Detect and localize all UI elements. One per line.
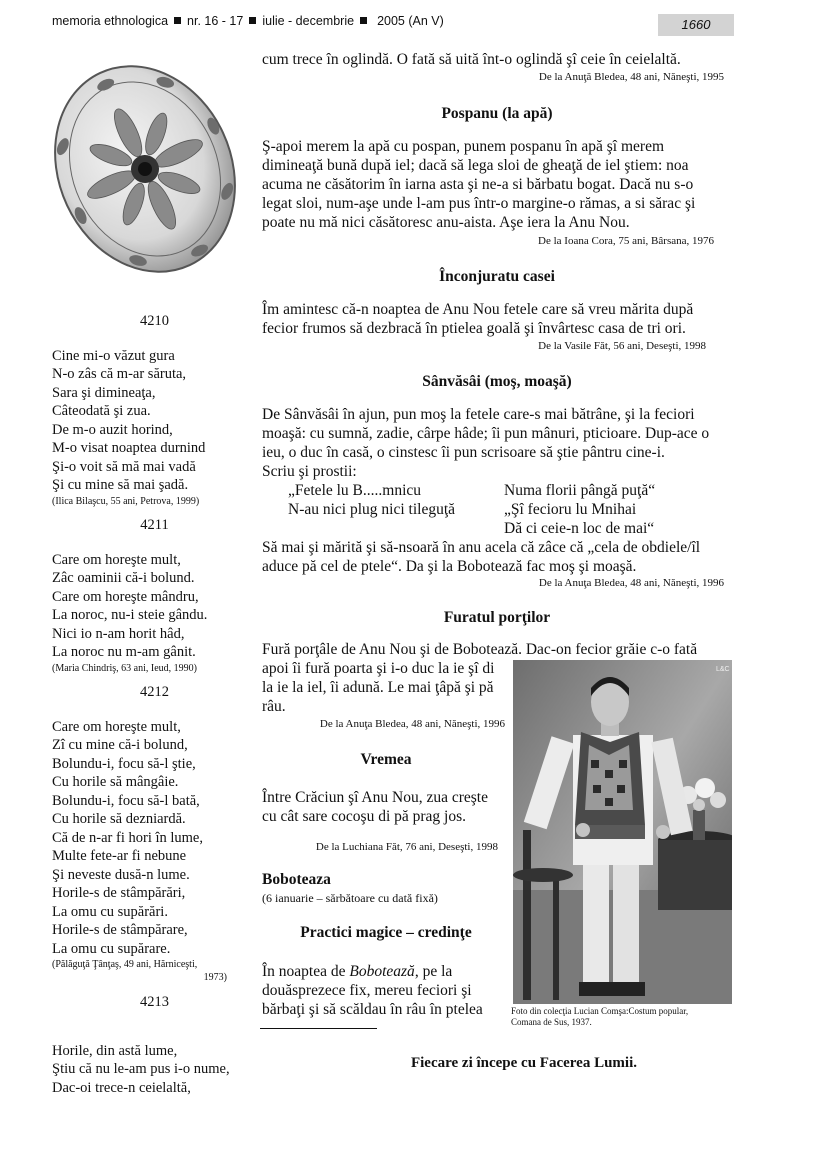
body-line: Între Crăciun şî Anu Nou, zua creşte: [262, 789, 488, 806]
text-run: În noaptea de: [262, 963, 350, 980]
poem-line: Horile-s de stâmpărare,: [52, 922, 188, 938]
body-line: poate nu mă nici căsătoresc anu-aista. Aşe iera la Anu Nou.: [262, 214, 630, 231]
body-line: Ş-apoi merem la apă cu pospan, punem pospanu în apă şî merem: [262, 138, 665, 155]
body-line: Să mai şi mărită şi să-nsoară în anu acela că zâce că „cela de obdiele/îl: [262, 539, 701, 556]
citation-inconjuratu: De la Vasile Făt, 56 ani, Deseşti, 1998: [538, 340, 706, 352]
poem-number: 4210: [140, 313, 169, 329]
section-title-practici: Practici magice – credinţe: [300, 924, 472, 941]
square-bullet-icon: [174, 17, 181, 24]
poem-line: N-o zâs că m-ar săruta,: [52, 366, 187, 382]
poem-line: Că de n-ar fi hori în lume,: [52, 829, 203, 846]
poem-line: Nici io n-am horit hâd,: [52, 625, 185, 642]
verse-line: Dă ci ceie-n loc de mai“: [504, 520, 655, 537]
footer-motto: Fiecare zi începe cu Facerea Lumii.: [410, 1055, 638, 1071]
poem-source: (Maria Chindriş, 63 ani, Ieud, 1990): [52, 662, 197, 674]
body-line: douăsprezece fix, mereu feciori şi: [262, 982, 472, 999]
poem-line: Şi cu mine să mai şadă.: [52, 477, 189, 493]
emphasized-term: Bobotează: [349, 963, 415, 980]
poem-4210: [52, 312, 257, 508]
poem-4211: [52, 516, 257, 675]
section-body-pospanu: [262, 137, 742, 232]
journal-issue: nr. 16 - 17: [187, 14, 244, 28]
text-run: , pe la: [414, 963, 453, 980]
journal-name: memoria ethnologica: [52, 14, 169, 28]
poem-source: (Pălăguţă Ţânţaş, 49 ani, Hărniceşti,: [52, 959, 198, 970]
poem-line: La noroc nu m-am gânit.: [52, 644, 196, 660]
body-line: legat sloi, num-aşe unde l-am pus într-o margine-o rămas, a si sărac şi: [262, 195, 696, 212]
body-line: Scriu şi prostii:: [262, 463, 357, 480]
poem-line: Şi neveste dusă-n lume.: [52, 866, 190, 883]
section-title-sanvasai: Sânvăsâi (moş, moaşă): [422, 373, 572, 390]
body-line: bărbaţi şi să scăldau în râu în ptelea: [262, 1001, 483, 1018]
citation-pospanu: De la Ioana Cora, 75 ani, Bârsana, 1976: [538, 235, 714, 247]
body-line: la ie la iel, îi adună. Le mai ţâpă şi pă: [262, 679, 494, 696]
verse-line: „Şî fecioru lu Mnihai: [504, 501, 637, 518]
section-body-furatul: [262, 659, 510, 716]
poem-line: La noroc, nu-i steie gându.: [52, 607, 208, 623]
body-line: [262, 962, 510, 981]
photo-caption: [511, 1006, 726, 1028]
section-body-sanvasai: [262, 405, 742, 481]
poem-source-year: 1973): [203, 972, 227, 983]
body-line: moaşă: cu sumnă, zadie, cârpe hâde; îi pun mânuri, pticioare. Dup-ace o: [262, 425, 710, 442]
verse-line: „Fetele lu B.....mnicu: [288, 482, 422, 499]
caption-line: Foto din colecţia Lucian Comşa:Costum popular,: [511, 1006, 689, 1016]
poem-line: Bolundu-i, focu să-l bată,: [52, 792, 200, 809]
intro-citation: De la Anuţă Bledea, 48 ani, Năneşti, 1995: [538, 71, 724, 83]
journal-year: 2005 (An V): [377, 14, 444, 28]
poem-line: Bolundu-i, focu să-l ştie,: [52, 755, 196, 772]
poem-line: Sara şi dimineaţa,: [52, 384, 156, 401]
poem-line: Cine mi-o văzut gura: [52, 347, 175, 364]
journal-months: iulie - decembrie: [262, 14, 355, 28]
section-title-inconjuratu: Înconjuratu casei: [439, 268, 555, 285]
poem-4212: [52, 683, 257, 984]
body-line: fecior frumos să dezbracă în ptielea goală şi învârtesc casa de tri ori.: [262, 320, 686, 337]
poem-line: Câteodată şi zua.: [52, 403, 151, 419]
poem-line: La omu cu supărări.: [52, 903, 168, 920]
poem-line: M-o visat noaptea durnind: [52, 440, 206, 456]
intro-line: cum trece în oglindă. O fată să uită înt-o oglindă şî ceie în ceielaltă.: [262, 51, 681, 68]
section-title-vremea: Vremea: [360, 751, 412, 768]
section-title-pospanu: Pospanu (la apă): [441, 105, 553, 122]
square-bullet-icon: [360, 17, 367, 24]
section-body-vremea: [262, 788, 510, 826]
body-line: apoi îi fură poarta şi i-o duc la ie şî di: [262, 660, 495, 677]
section-title-boboteaza: Boboteaza: [262, 871, 331, 888]
body-line: De Sânvăsâi în ajun, pun moş la fetele care-s mai bătrâne, şi la feciori: [262, 406, 695, 423]
footnote-rule: [260, 1028, 377, 1029]
verse-line: Numa florii pângă puţă“: [504, 482, 656, 499]
verse-right: [504, 481, 734, 538]
poem-line: Horile-s de stâmpărări,: [52, 885, 186, 901]
poem-line: Care om horeşte mult,: [52, 718, 181, 735]
body-line: Îm amintesc că-n noaptea de Anu Nou fetele care să vreu mărita după: [262, 301, 694, 318]
poem-number: 4211: [140, 517, 169, 533]
poem-line: Şi-o voit să mă mai vadă: [52, 458, 196, 475]
poem-line: Horile, din astă lume,: [52, 1042, 178, 1059]
poem-line: La omu cu supărare.: [52, 940, 171, 957]
poem-line: Cu horile să dezniardă.: [52, 811, 186, 827]
poem-line: Care om horeşte mult,: [52, 551, 181, 568]
poem-source: (Ilica Bilaşcu, 55 ani, Petrova, 1999): [52, 495, 200, 507]
square-bullet-icon: [249, 17, 256, 24]
section-subtitle-boboteaza: (6 ianuarie – sărbătoare cu dată fixă): [262, 891, 438, 905]
poem-number: 4212: [140, 684, 169, 700]
body-line: acuma ne căsătorim în iarna asta şi ne-a si bărbatu bogat. Dacă nu s-o: [262, 176, 694, 193]
body-line: râu.: [262, 698, 286, 715]
body-line: ieu, o duc în casă, o cinstesc îi pun scrisoare să ştie pântru cine-i.: [262, 444, 665, 461]
citation-furatul: De la Anuţa Bledea, 48 ani, Năneşti, 1996: [319, 718, 505, 730]
portrait-photo: [513, 660, 732, 1004]
poem-line: Zî cu mine că-i bolund,: [52, 737, 188, 753]
poem-line: Care om horeşte mândru,: [52, 588, 199, 605]
section-body-practici: [262, 962, 510, 1019]
photo-signature: L&C: [716, 666, 730, 673]
section-title-furatul: Furatul porţilor: [443, 609, 551, 626]
poem-line: Multe fete-ar fi nebune: [52, 848, 187, 864]
portrait-photo-drawing: [513, 660, 732, 1004]
journal-header: [52, 14, 444, 28]
section-body-furatul-first: Fură porţâle de Anu Nou şi de Bobotează. Dac-on fecior grăie c-o fată: [262, 641, 698, 658]
citation-vremea: De la Luchiana Făt, 76 ani, Deseşti, 1998: [315, 841, 498, 853]
citation-sanvasai: De la Anuţa Bledea, 48 ani, Năneşti, 1996: [538, 577, 724, 589]
poem-number: 4213: [140, 994, 169, 1010]
section-body-sanvasai-2: [262, 538, 742, 576]
poem-line: Zâc oaminii că-i bolund.: [52, 570, 195, 586]
body-line: aduce pă cel de ptele“. Da şi la Bobotează fac moş şi moaşă.: [262, 558, 637, 575]
page-number: 1660: [658, 14, 734, 36]
body-line: dimineaţă bună după iel; dacă să lega sloi de gheaţă de iel ştiem: noa: [262, 157, 689, 174]
verse-line: N-au nici plug nici tileguţă: [288, 501, 456, 518]
body-line: cu cât sare cocoşu di pă prag jos.: [262, 808, 467, 825]
poem-line: Cu horile să mângâie.: [52, 774, 179, 790]
poem-line: De m-o auzit horind,: [52, 421, 173, 438]
verse-left: [288, 481, 503, 519]
poem-4213: [52, 993, 257, 1097]
section-body-inconjuratu: [262, 300, 742, 338]
poem-line: Dac-oi trece-n ceielaltă,: [52, 1079, 191, 1096]
decorated-plate-image: [50, 44, 240, 299]
poem-line: Ştiu că nu le-am pus i-o nume,: [52, 1061, 230, 1077]
caption-line: Comana de Sus, 1937.: [511, 1017, 592, 1027]
